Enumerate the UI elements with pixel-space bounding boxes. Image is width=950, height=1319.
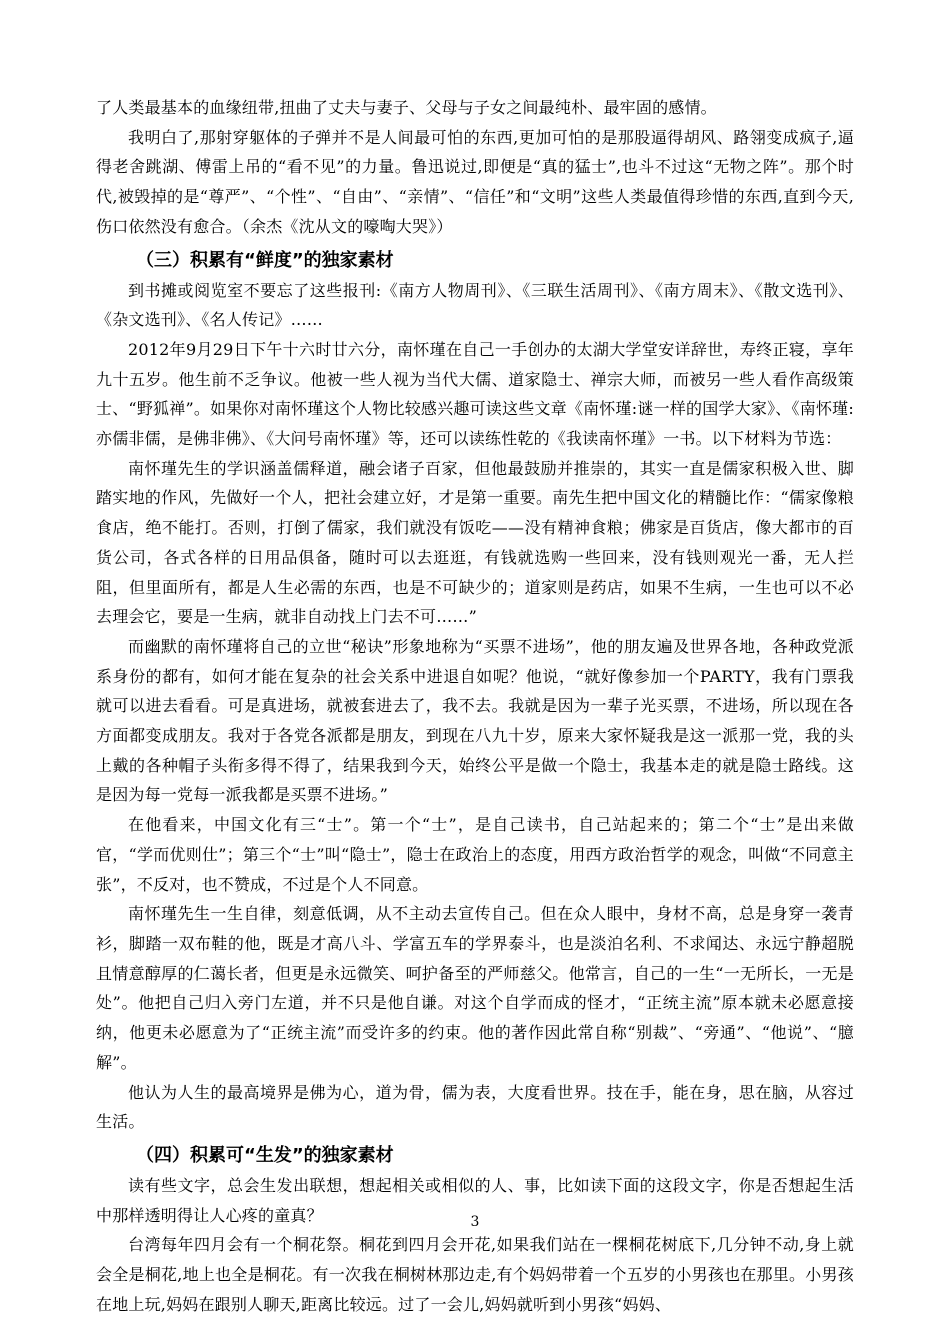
document-body <box>96 93 854 1319</box>
body-paragraph: 南怀瑾先生的学识涵盖儒释道，融会诸子百家，但他最鼓励并推崇的，其实一直是儒家积极入世、脚踏实地的作风，先做好一个人，把社会建立好，才是第一重要。南先生把中国文化的精髓比作：“儒家像粮食店，绝不能打。否则，打倒了儒家，我们就没有饭吃——没有精神食粮；佛家是百货店，像大都市的百货公司，各式各样的日用品俱备，随时可以去逛逛，有钱就选购一些回来，没有钱则观光一番，无人拦阻，但里面所有，都是人生必需的东西，也是不可缺少的；道家则是药店，如果不生病，一生也可以不必去理会它，要是一生病，就非自动找上门去不可……” <box>96 458 854 627</box>
section-heading: （三）积累有“鲜度”的独家素材 <box>136 249 394 271</box>
body-paragraph: 而幽默的南怀瑾将自己的立世“秘诀”形象地称为“买票不进场”，他的朋友遍及世界各地，各种政党派系身份的都有，如何才能在复杂的社会关系中进退自如呢？他说，“就好像参加一个PARTY，我有门票我就可以进去看看。可是真进场，就被套进去了，我不去。我就是因为一辈子光买票，不进场，所以现在各方面都变成朋友。我对于各党各派都是朋友，到现在八九十岁，原来大家怀疑我是这一派那一党，我的头上戴的各种帽子头衔多得不得了，结果我到今天，始终公平是做一个隐士，我基本走的就是隐士路线。这是因为每一党每一派我都是买票不进场。” <box>96 636 854 805</box>
page-number: 3 <box>470 1214 480 1230</box>
body-paragraph: 南怀瑾先生一生自律，刻意低调，从不主动去宣传自己。但在众人眼中，身材不高，总是身穿一袭青衫，脚踏一双布鞋的他，既是才高八斗、学富五车的学界泰斗，也是淡泊名利、不求闻达、永远宁静超脱且情意醇厚的仁蔼长者，但更是永远微笑、呵护备至的严师慈父。他常言，自己的一生“一无所长，一无是处”。他把自己归入旁门左道，并不只是他自谦。对这个自学而成的怪才，“正统主流”原本就未必愿意接纳，他更未必愿意为了“正统主流”而受许多的约束。他的著作因此常自称“别裁”、“旁通”、“他说”、“臆解”。 <box>96 904 854 1072</box>
body-paragraph: 在他看来，中国文化有三“士”。第一个“士”，是自己读书，自己站起来的；第二个“士”是出来做官，“学而优则仕”；第三个“士”叫“隐士”，隐士在政治上的态度，用西方政治哲学的观念，叫做“不同意主张”，不反对，也不赞成，不过是个人不同意。 <box>96 815 854 894</box>
body-paragraph: 到书摊或阅览室不要忘了这些报刊:《南方人物周刊》、《三联生活周刊》、《南方周末》、《散文选刊》、《杂文选刊》、《名人传记》…… <box>96 280 854 330</box>
body-paragraph: 了人类最基本的血缘纽带,扭曲了丈夫与妻子、父母与子女之间最纯朴、最牢固的感情。 <box>96 98 717 117</box>
body-paragraph: 2012年9月29日下午十六时廿六分，南怀瑾在自己一手创办的太湖大学堂安详辞世，寿终正寝，享年九十五岁。他生前不乏争议。他被一些人视为当代大儒、道家隐士、禅宗大师，而被另一些人看作高级策士、“野狐禅”。如果你对南怀瑾这个人物比较感兴趣可读这些文章《南怀瑾:谜一样的国学大家》、《南怀瑾:亦儒非儒，是佛非佛》、《大问号南怀瑾》等，还可以读练性乾的《我读南怀瑾》一书。以下材料为节选： <box>96 339 854 449</box>
body-paragraph: 读有些文字，总会生发出联想，想起相关或相似的人、事，比如读下面的这段文字，你是否想起生活中那样透明得让人心疼的童真？ <box>96 1175 854 1225</box>
body-paragraph: 他认为人生的最高境界是佛为心，道为骨，儒为表，大度看世界。技在手，能在身，思在脑，从容过生活。 <box>96 1082 854 1132</box>
section-heading: （四）积累可“生发”的独家素材 <box>136 1144 394 1166</box>
body-paragraph: 我明白了,那射穿躯体的子弹并不是人间最可怕的东西,更加可怕的是那股逼得胡风、路翎变成疯子,逼得老舍跳湖、傅雷上吊的“看不见”的力量。鲁迅说过,即便是“真的猛士”,也斗不过这“无物之阵”。那个时代,被毁掉的是“尊严”、“个性”、“自由”、“亲情”、“信任”和“文明”这些人类最值得珍惜的东西,直到今天,伤口依然没有愈合。（余杰《沈从文的嚎啕大哭》） <box>96 127 854 236</box>
body-paragraph: 台湾每年四月会有一个桐花祭。桐花到四月会开花,如果我们站在一棵桐花树底下,几分钟不动,身上就会全是桐花,地上也全是桐花。有一次我在桐树林那边走,有个妈妈带着一个五岁的小男孩也在那里。小男孩在地上玩,妈妈在跟别人聊天,距离比较远。过了一会儿,妈妈就听到小男孩“妈妈、 <box>96 1235 854 1314</box>
